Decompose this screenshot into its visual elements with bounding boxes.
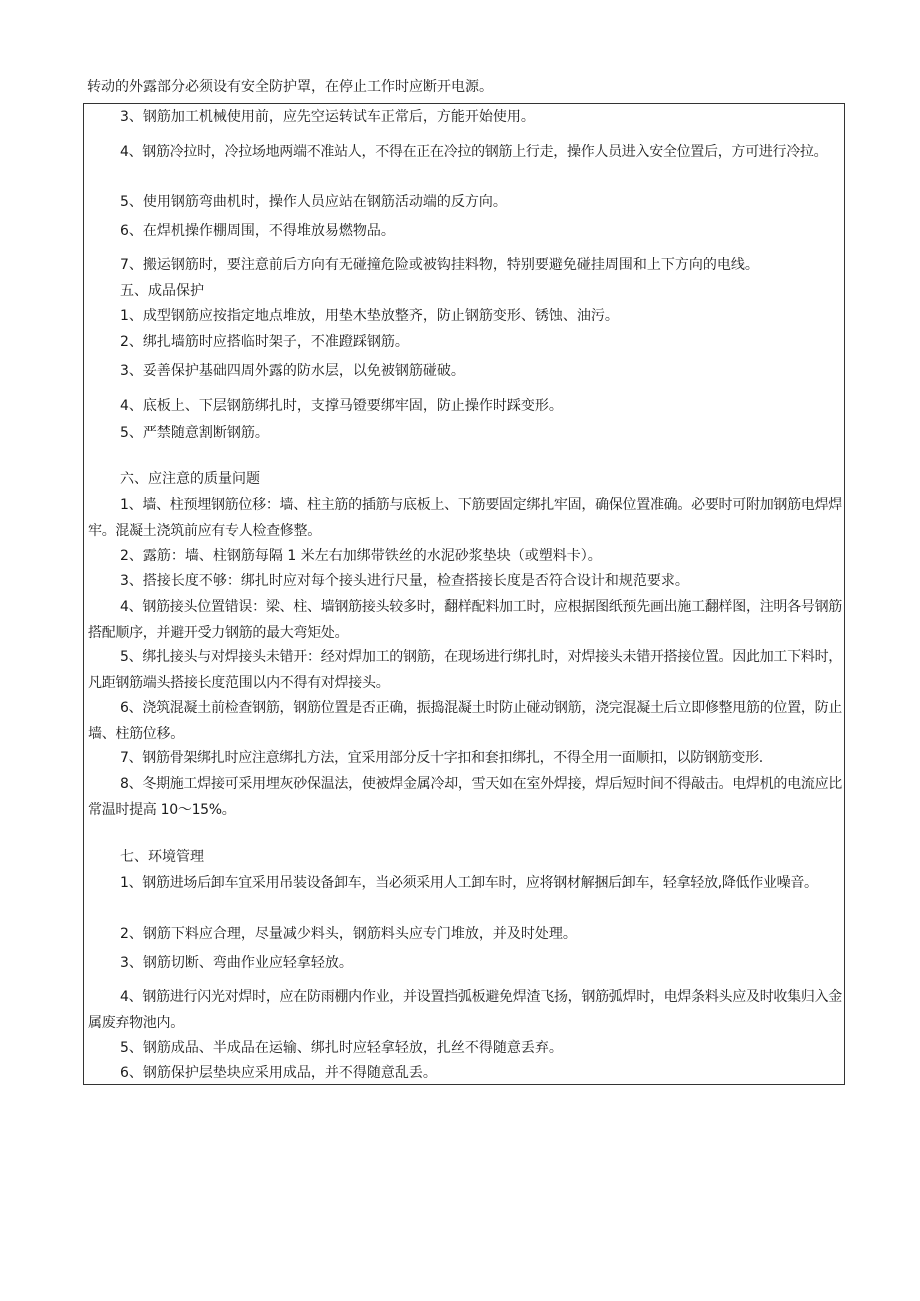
paragraph-quality-1: 1、墙、柱预埋钢筋位移：墙、柱主筋的插筋与底板上、下筋要固定绑扎牢固，确保位置准确。必要时可附加钢筋电焊焊牢。混凝土浇筑前应有专人检查修整。 [88,497,842,539]
section-heading-6: 六、应注意的质量问题 [120,471,260,487]
paragraph-quality-7: 7、钢筋骨架绑扎时应注意绑扎方法，宜采用部分反十字扣和套扣绑扎，不得全用一面顺扣，以防钢筋变形. [120,750,763,766]
paragraph-protect-1: 1、成型钢筋应按指定地点堆放，用垫木垫放整齐，防止钢筋变形、锈蚀、油污。 [120,308,619,324]
paragraph-env-5: 5、钢筋成品、半成品在运输、绑扎时应轻拿轻放，扎丝不得随意丢弃。 [120,1040,563,1056]
paragraph-env-2: 2、钢筋下料应合理，尽量减少料头，钢筋料头应专门堆放，并及时处理。 [120,926,577,942]
paragraph-mech-4: 4、钢筋冷拉时，冷拉场地两端不准站人，不得在正在冷拉的钢筋上行走，操作人员进入安全位置后，方可进行冷拉。 [120,144,828,160]
paragraph-mech-6: 6、在焊机操作棚周围，不得堆放易燃物品。 [120,223,395,239]
paragraph-quality-2: 2、露筋：墙、柱钢筋每隔 1 米左右加绑带铁丝的水泥砂浆垫块（或塑料卡）。 [120,548,602,564]
paragraph-protect-4: 4、底板上、下层钢筋绑扎时，支撑马镫要绑牢固，防止操作时踩变形。 [120,398,563,414]
carry-over-text: 转动的外露部分必须设有安全防护罩，在停止工作时应断开电源。 [87,79,493,95]
paragraph-mech-5: 5、使用钢筋弯曲机时，操作人员应站在钢筋活动端的反方向。 [120,194,507,210]
paragraph-quality-4: 4、钢筋接头位置错误：梁、柱、墙钢筋接头较多时，翻样配料加工时，应根据图纸预先画出施工翻样图，注明各号钢筋搭配顺序，并避开受力钢筋的最大弯矩处。 [88,599,842,641]
paragraph-protect-3: 3、妥善保护基础四周外露的防水层，以免被钢筋碰破。 [120,363,465,379]
paragraph-quality-8: 8、冬期施工焊接可采用埋灰砂保温法，使被焊金属冷却，雪天如在室外焊接，焊后短时间不得敲击。电焊机的电流应比常温时提高 10～15%。 [88,776,842,818]
paragraph-protect-2: 2、绑扎墙筋时应搭临时架子，不准蹬踩钢筋。 [120,334,409,350]
content-table-cell [83,103,845,1085]
paragraph-env-4: 4、钢筋进行闪光对焊时，应在防雨棚内作业，并设置挡弧板避免焊渣飞扬，钢筋弧焊时，电焊条料头应及时收集归入金属废弃物池内。 [88,989,842,1031]
paragraph-quality-5: 5、绑扎接头与对焊接头未错开：经对焊加工的钢筋，在现场进行绑扎时，对焊接头未错开搭接位置。因此加工下料时，凡距钢筋端头搭接长度范围以内不得有对焊接头。 [88,649,842,691]
paragraph-env-6: 6、钢筋保护层垫块应采用成品，并不得随意乱丢。 [120,1065,437,1081]
section-heading-5: 五、成品保护 [120,283,204,299]
paragraph-quality-3: 3、搭接长度不够：绑扎时应对每个接头进行尺量，检查搭接长度是否符合设计和规范要求。 [120,573,689,589]
paragraph-env-1: 1、钢筋进场后卸车宜采用吊装设备卸车，当必须采用人工卸车时，应将钢材解捆后卸车，轻拿轻放,降低作业噪音。 [120,875,818,891]
paragraph-quality-6: 6、浇筑混凝土前检查钢筋，钢筋位置是否正确，振捣混凝土时防止碰动钢筋，浇完混凝土后立即修整甩筋的位置，防止墙、柱筋位移。 [88,700,842,742]
paragraph-env-3: 3、钢筋切断、弯曲作业应轻拿轻放。 [120,955,353,971]
paragraph-protect-5: 5、严禁随意割断钢筋。 [120,425,269,441]
paragraph-mech-3: 3、钢筋加工机械使用前，应先空运转试车正常后，方能开始使用。 [120,109,535,125]
paragraph-mech-7: 7、搬运钢筋时，要注意前后方向有无碰撞危险或被钩挂料物，特别要避免碰挂周围和上下方向的电线。 [120,257,759,273]
section-heading-7: 七、环境管理 [120,849,204,865]
